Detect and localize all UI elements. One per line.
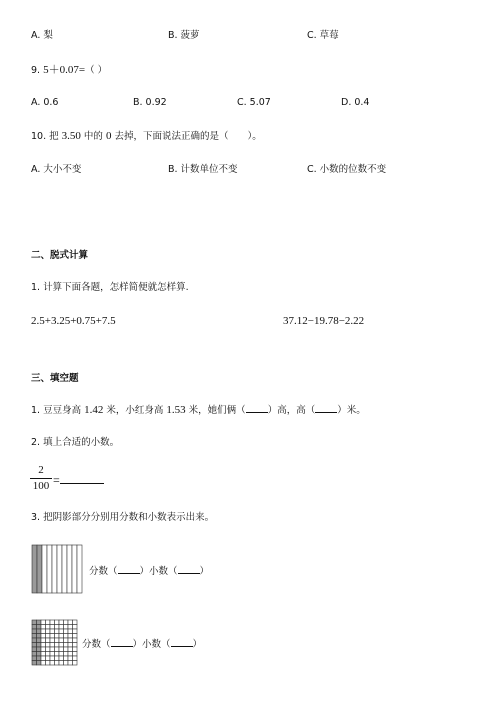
empty-cell <box>68 625 73 630</box>
empty-strip <box>47 545 52 593</box>
q10-option-b: B. 计数单位不变 <box>168 164 238 175</box>
q1-part4: ）高，高（ <box>267 405 316 416</box>
figure1-close2: ） <box>199 566 210 577</box>
q1-part3: 米，她们俩（ <box>185 405 246 416</box>
empty-cell <box>59 620 64 625</box>
q8-option-b: B. 菠萝 <box>168 30 200 41</box>
empty-cell <box>64 620 69 625</box>
empty-cell <box>41 634 46 639</box>
empty-cell <box>64 638 69 643</box>
section3-title: 三、填空题 <box>31 373 79 384</box>
empty-cell <box>59 643 64 648</box>
empty-cell <box>55 620 60 625</box>
figure2-labels <box>82 637 202 651</box>
empty-cell <box>55 629 60 634</box>
empty-cell <box>41 625 46 630</box>
shaded-cell <box>32 629 37 634</box>
empty-cell <box>73 661 78 666</box>
figure2-close2: ） <box>192 639 203 650</box>
q9-expression: 5＋0.07= <box>43 64 86 76</box>
empty-cell <box>41 643 46 648</box>
empty-cell <box>64 661 69 666</box>
q10-option-c: C. 小数的位数不变 <box>307 164 387 175</box>
answer-blank[interactable] <box>111 637 133 647</box>
shaded-strip <box>37 545 42 593</box>
fraction-answer-blank[interactable] <box>60 483 104 484</box>
section2-expr-right: 37.12−19.78−2.22 <box>283 315 365 327</box>
answer-blank[interactable] <box>178 564 200 574</box>
answer-blank[interactable] <box>171 637 193 647</box>
shaded-strip <box>32 545 37 593</box>
q9-option-c: C. 5.07 <box>237 97 271 108</box>
shaded-cell <box>37 629 42 634</box>
empty-cell <box>68 652 73 657</box>
empty-cell <box>55 643 60 648</box>
empty-cell <box>73 620 78 625</box>
empty-cell <box>68 620 73 625</box>
q9-prefix: 9. <box>31 65 44 76</box>
shaded-cell <box>32 620 37 625</box>
empty-cell <box>41 647 46 652</box>
empty-cell <box>46 661 51 666</box>
shaded-cell <box>37 656 42 661</box>
q9-paren: （ ） <box>85 65 108 76</box>
q9-option-b: B. 0.92 <box>133 97 167 108</box>
shaded-cell <box>32 647 37 652</box>
q1-value2: 1.53 <box>166 404 186 416</box>
empty-cell <box>64 656 69 661</box>
shaded-cell <box>37 652 42 657</box>
q10-number: 3.50 <box>61 130 81 142</box>
q10-option-a: A. 大小不变 <box>31 164 82 175</box>
shaded-cell <box>32 661 37 666</box>
figure2-close1: ） <box>132 639 143 650</box>
shaded-cell <box>32 656 37 661</box>
empty-cell <box>73 652 78 657</box>
shaded-cell <box>32 625 37 630</box>
empty-cell <box>50 629 55 634</box>
empty-cell <box>68 638 73 643</box>
shaded-cell <box>37 643 42 648</box>
q9-option-a: A. 0.6 <box>31 97 59 108</box>
shaded-cell <box>37 620 42 625</box>
fraction-numerator: 2 <box>38 464 44 476</box>
empty-cell <box>59 629 64 634</box>
empty-cell <box>46 620 51 625</box>
empty-cell <box>46 638 51 643</box>
answer-blank[interactable] <box>118 564 140 574</box>
q9-option-d: D. 0.4 <box>341 97 370 108</box>
q1-part5: ）米。 <box>337 405 366 416</box>
figure1-labels <box>89 564 209 578</box>
shaded-cell <box>37 625 42 630</box>
empty-cell <box>64 625 69 630</box>
empty-cell <box>73 625 78 630</box>
shaded-cell <box>37 634 42 639</box>
empty-cell <box>73 629 78 634</box>
q8-option-a: A. 梨 <box>31 30 53 41</box>
figure2-decimal-label: 小数（ <box>142 639 171 650</box>
q8-option-c: C. 草莓 <box>307 30 339 41</box>
empty-cell <box>64 643 69 648</box>
empty-cell <box>68 656 73 661</box>
empty-cell <box>73 643 78 648</box>
equals-sign: = <box>53 473 60 487</box>
section3-q1 <box>31 403 366 417</box>
empty-cell <box>68 629 73 634</box>
empty-cell <box>59 638 64 643</box>
q10-mid: 中的 <box>80 131 106 142</box>
empty-strip <box>62 545 67 593</box>
fraction-denominator: 100 <box>32 480 50 492</box>
empty-cell <box>55 656 60 661</box>
q10-zero: 0 <box>105 130 112 142</box>
section2-expr-left: 2.5+3.25+0.75+7.5 <box>31 315 116 327</box>
empty-cell <box>73 656 78 661</box>
empty-cell <box>46 643 51 648</box>
empty-cell <box>50 661 55 666</box>
q1-value1: 1.42 <box>84 404 104 416</box>
empty-cell <box>68 647 73 652</box>
empty-cell <box>41 629 46 634</box>
figure1-fraction-label: 分数（ <box>89 566 118 577</box>
answer-blank[interactable] <box>246 403 268 413</box>
shaded-cell <box>37 647 42 652</box>
empty-strip <box>52 545 57 593</box>
empty-cell <box>50 634 55 639</box>
empty-cell <box>50 625 55 630</box>
empty-cell <box>50 643 55 648</box>
empty-cell <box>55 661 60 666</box>
empty-cell <box>55 647 60 652</box>
empty-cell <box>46 629 51 634</box>
shaded-cell <box>37 638 42 643</box>
shaded-cell <box>32 652 37 657</box>
empty-cell <box>59 634 64 639</box>
empty-cell <box>59 647 64 652</box>
empty-cell <box>50 620 55 625</box>
empty-cell <box>55 638 60 643</box>
figure1-decimal-label: 小数（ <box>149 566 178 577</box>
empty-cell <box>73 647 78 652</box>
empty-cell <box>64 629 69 634</box>
empty-cell <box>68 643 73 648</box>
empty-cell <box>41 638 46 643</box>
section3-q2: 2. 填上合适的小数。 <box>31 437 120 448</box>
empty-cell <box>55 652 60 657</box>
empty-cell <box>46 656 51 661</box>
empty-strip <box>67 545 72 593</box>
empty-cell <box>50 647 55 652</box>
empty-cell <box>64 647 69 652</box>
figure2-square-grid <box>31 619 78 666</box>
empty-cell <box>46 625 51 630</box>
fraction-bar <box>30 478 52 479</box>
empty-strip <box>72 545 77 593</box>
q9-question <box>31 64 107 77</box>
shaded-cell <box>32 634 37 639</box>
empty-cell <box>41 620 46 625</box>
q10-prefix: 10. 把 <box>31 131 62 142</box>
empty-strip <box>42 545 47 593</box>
q1-part1: 1. 豆豆身高 <box>31 405 85 416</box>
empty-cell <box>59 652 64 657</box>
answer-blank[interactable] <box>315 403 337 413</box>
empty-cell <box>55 625 60 630</box>
figure1-strip-grid <box>31 544 83 594</box>
empty-cell <box>50 652 55 657</box>
section3-q3: 3. 把阴影部分分别用分数和小数表示出来。 <box>31 512 215 523</box>
empty-cell <box>41 661 46 666</box>
empty-cell <box>50 638 55 643</box>
figure1-close1: ） <box>139 566 150 577</box>
empty-cell <box>59 661 64 666</box>
empty-cell <box>68 661 73 666</box>
q1-part2: 米，小红身高 <box>103 405 167 416</box>
empty-cell <box>41 652 46 657</box>
q10-question <box>31 130 262 143</box>
fraction <box>30 464 52 493</box>
section2-title: 二、脱式计算 <box>31 250 89 261</box>
empty-cell <box>59 656 64 661</box>
empty-strip <box>77 545 82 593</box>
empty-cell <box>68 634 73 639</box>
empty-strip <box>57 545 62 593</box>
empty-cell <box>59 625 64 630</box>
shaded-cell <box>37 661 42 666</box>
figure2-fraction-label: 分数（ <box>82 639 111 650</box>
empty-cell <box>64 634 69 639</box>
shaded-cell <box>32 643 37 648</box>
empty-cell <box>50 656 55 661</box>
empty-cell <box>73 634 78 639</box>
empty-cell <box>55 634 60 639</box>
empty-cell <box>46 647 51 652</box>
empty-cell <box>64 652 69 657</box>
empty-cell <box>46 652 51 657</box>
section2-q1: 1. 计算下面各题，怎样简便就怎样算. <box>31 282 189 293</box>
empty-cell <box>41 656 46 661</box>
empty-cell <box>73 638 78 643</box>
shaded-cell <box>32 638 37 643</box>
empty-cell <box>46 634 51 639</box>
q10-rest: 去掉，下面说法正确的是（ ）。 <box>111 131 262 142</box>
